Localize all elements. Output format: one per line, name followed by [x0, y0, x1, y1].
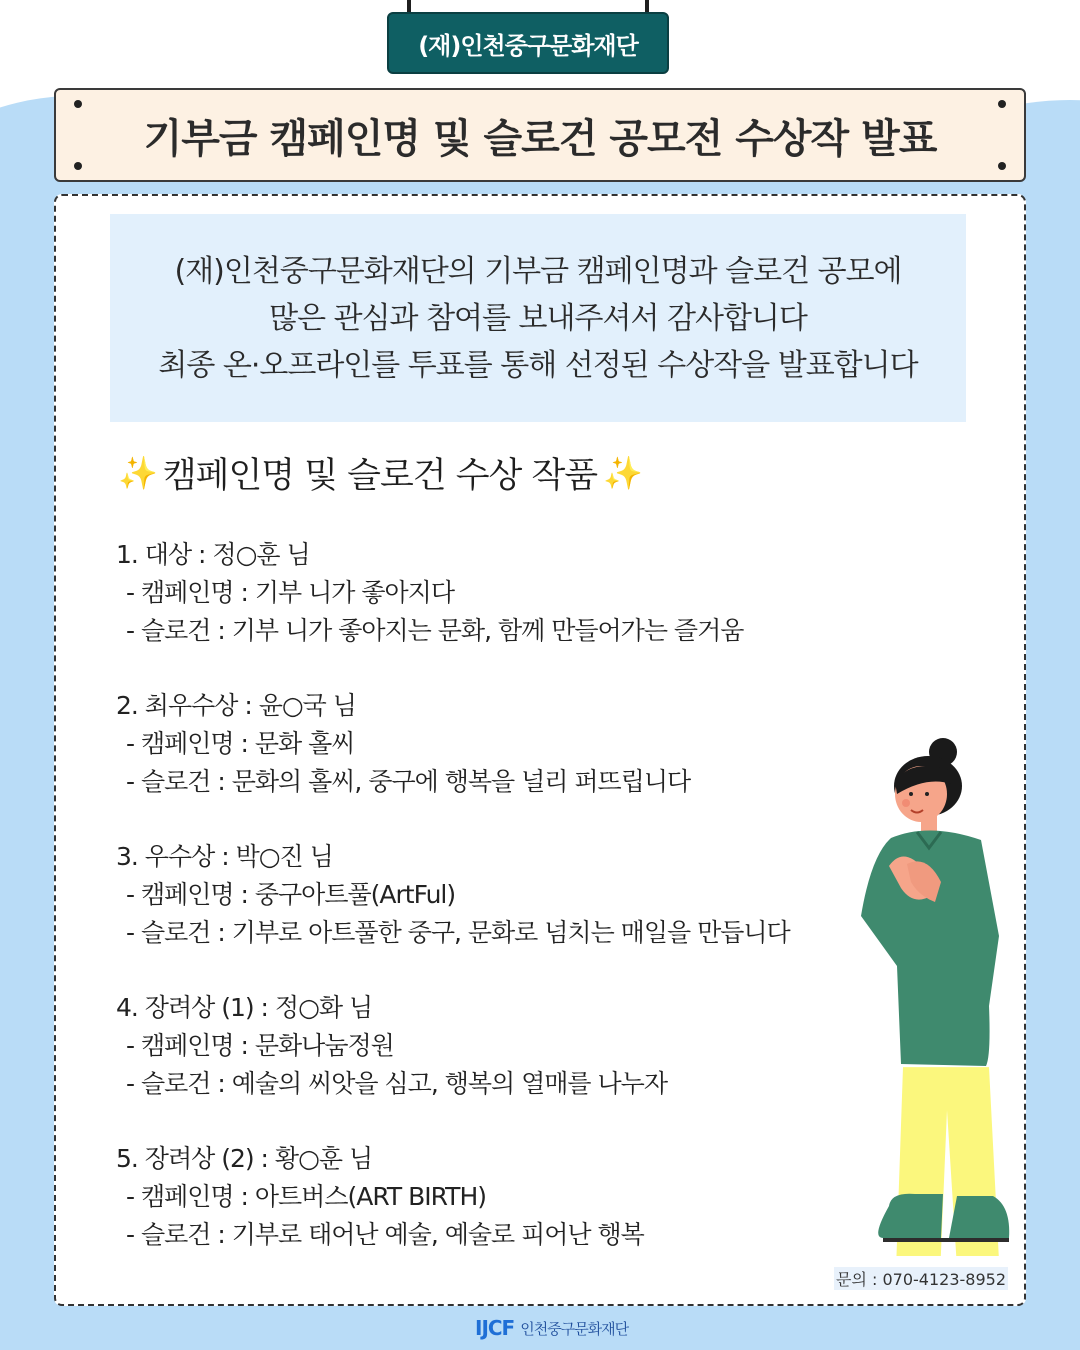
winner-item: [116, 989, 836, 1140]
winner-campaign: - 캠페인명 : 중구아트풀(ArtFul): [126, 880, 456, 909]
section-title: 캠페인명 및 슬로건 수상 작품: [162, 456, 598, 496]
winner-campaign: - 캠페인명 : 기부 니가 좋아지다: [126, 578, 454, 607]
winner-item: [116, 536, 836, 687]
sparkle-icon: ✨: [118, 454, 157, 492]
winner-slogan: - 슬로건 : 문화의 홀씨, 중구에 행복을 널리 퍼뜨립니다: [126, 767, 691, 796]
winner-slogan: - 슬로건 : 기부로 아트풀한 중구, 문화로 넘치는 매일을 만듭니다: [126, 918, 790, 947]
winner-slogan: - 슬로건 : 기부 니가 좋아지는 문화, 함께 만들어가는 즐거움: [126, 616, 744, 645]
winner-slogan: - 슬로건 : 예술의 씨앗을 심고, 행복의 열매를 나누자: [126, 1069, 667, 1098]
footer-logo: [475, 1314, 628, 1342]
winner-title: 3. 우수상 : 박○진 님: [116, 842, 333, 871]
contact-info: 문의 : 070-4123-8952: [834, 1267, 1008, 1290]
winner-title: 5. 장려상 (2) : 황○훈 님: [116, 1144, 373, 1173]
winner-slogan: - 슬로건 : 기부로 태어난 예술, 예술로 피어난 행복: [126, 1220, 644, 1249]
woman-clapping-illustration: [831, 736, 1021, 1256]
pin-dot: [74, 162, 82, 170]
winner-campaign: - 캠페인명 : 문화나눔정원: [126, 1031, 394, 1060]
winner-title: 4. 장려상 (1) : 정○화 님: [116, 993, 373, 1022]
sparkle-icon: ✨: [603, 454, 642, 492]
winner-item: [116, 1140, 836, 1291]
content-card: [54, 194, 1026, 1306]
page-title: 기부금 캠페인명 및 슬로건 공모전 수상작 발표: [143, 115, 937, 162]
org-badge: (재)인천중구문화재단: [387, 12, 669, 74]
section-heading: [118, 448, 642, 498]
footer-logo-text: 인천중구문화재단: [520, 1319, 629, 1338]
pin-dot: [74, 100, 82, 108]
intro-line: (재)인천중구문화재단의 기부금 캠페인명과 슬로건 공모에: [174, 253, 902, 289]
intro-line: 최종 온·오프라인를 투표를 통해 선정된 수상작을 발표합니다: [158, 347, 918, 383]
winner-campaign: - 캠페인명 : 문화 홀씨: [126, 729, 355, 758]
winner-title: 1. 대상 : 정○훈 님: [116, 540, 310, 569]
pin-dot: [998, 100, 1006, 108]
winner-campaign: - 캠페인명 : 아트버스(ART BIRTH): [126, 1182, 487, 1211]
winner-item: [116, 687, 836, 838]
winners-list: [116, 536, 836, 1291]
ijcf-logo-icon: IJCF: [475, 1316, 515, 1340]
pin-dot: [998, 162, 1006, 170]
title-board: [54, 88, 1026, 182]
intro-line: 많은 관심과 참여를 보내주셔서 감사합니다: [269, 300, 807, 336]
winner-item: [116, 838, 836, 989]
intro-box: [110, 214, 966, 422]
winner-title: 2. 최우수상 : 윤○국 님: [116, 691, 356, 720]
